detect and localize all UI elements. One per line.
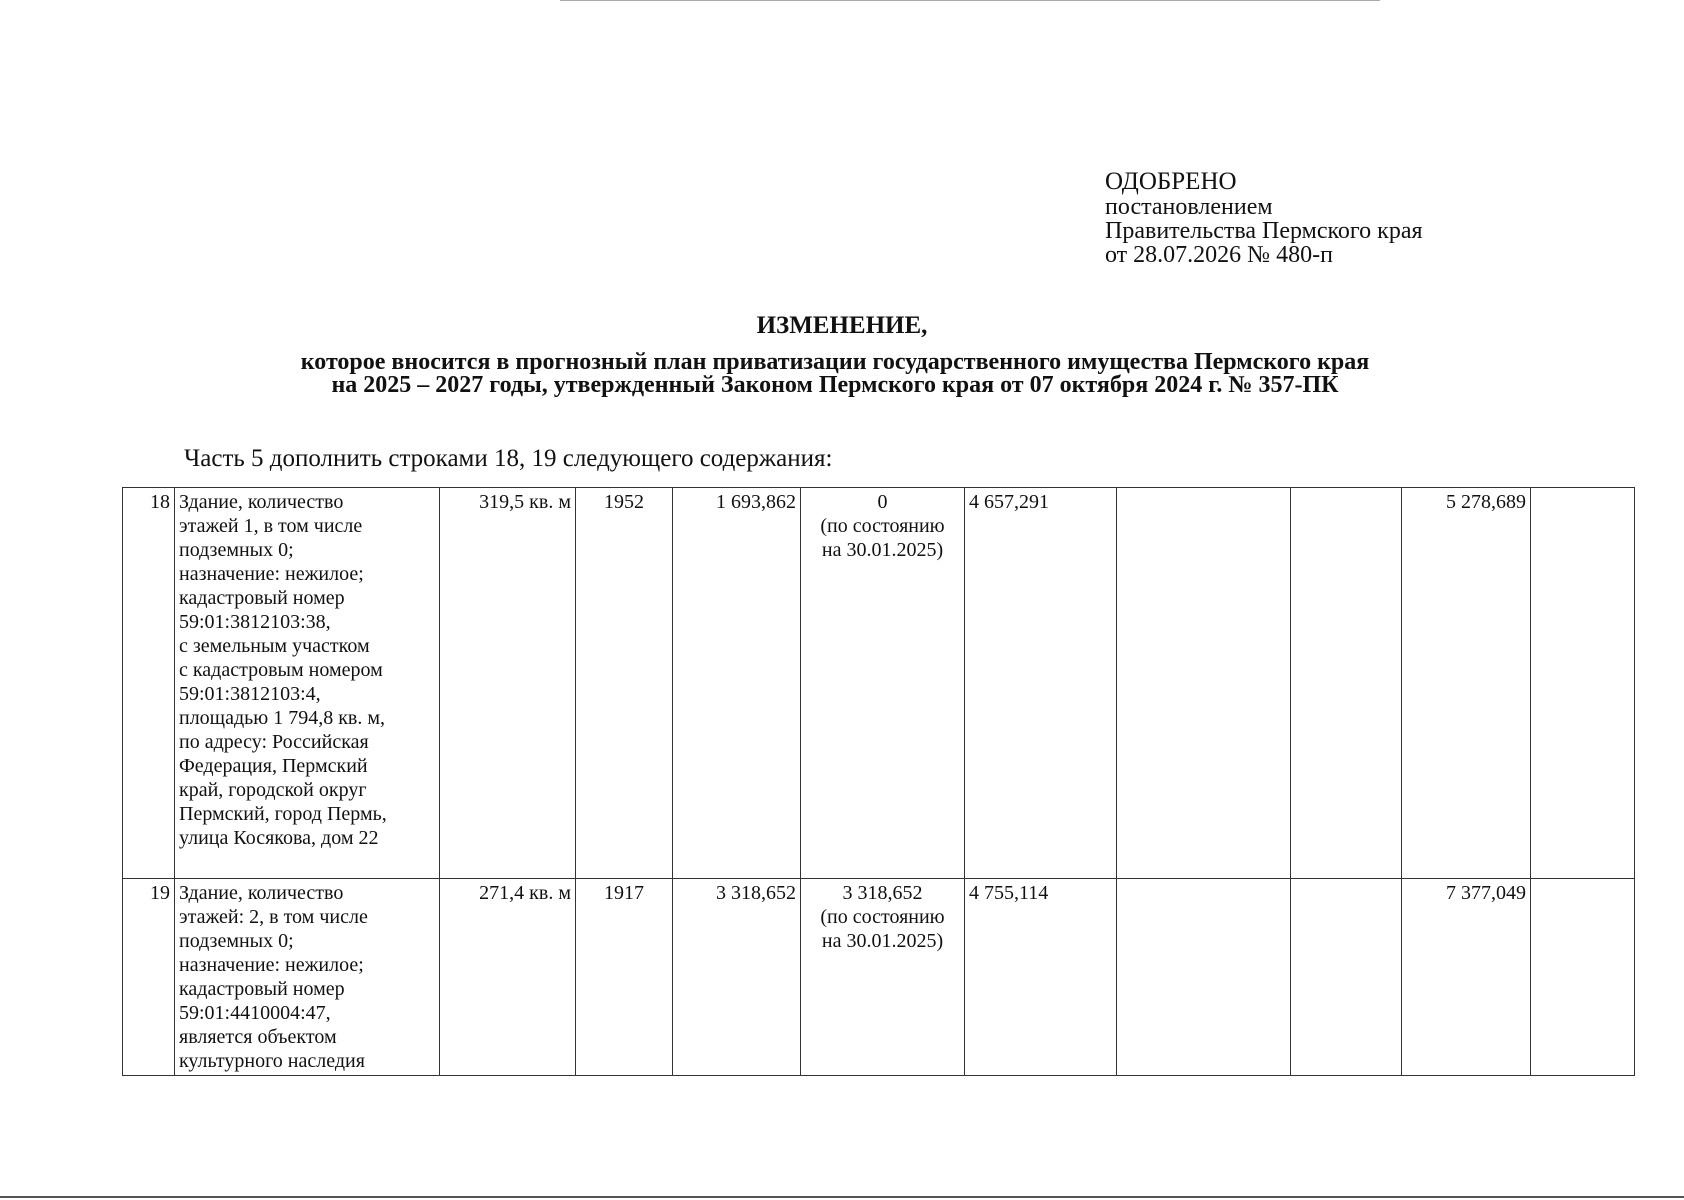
object-description xyxy=(175,879,440,1076)
book-value: 1 693,862 xyxy=(673,488,801,879)
description-line: 59:01:4410004:47, xyxy=(179,1002,331,1024)
description-line: Здание, количество xyxy=(179,491,344,513)
description-line: с земельным участком xyxy=(179,635,370,657)
description-line: 59:01:3812103:38, xyxy=(179,611,331,633)
row-number: 18 xyxy=(123,488,175,879)
object-area: 319,5 кв. м xyxy=(440,488,576,879)
description-line: подземных 0; xyxy=(179,930,294,952)
description-line: площадью 1 794,8 кв. м, xyxy=(179,707,386,729)
description-line: назначение: нежилое; xyxy=(179,954,364,976)
description-line: кадастровый номер xyxy=(179,978,345,1000)
description-line: улица Косякова, дом 22 xyxy=(179,827,379,849)
approval-line-2: Правительства Пермского края xyxy=(1105,218,1423,244)
scan-edge-top xyxy=(560,0,1380,1)
row-number: 19 xyxy=(123,879,175,1076)
object-year: 1952 xyxy=(576,488,673,879)
document-subtitle xyxy=(190,351,1480,397)
object-year: 1917 xyxy=(576,879,673,1076)
description-line: 59:01:3812103:4, xyxy=(179,683,321,705)
scan-edge-bottom xyxy=(0,1196,1684,1198)
privatization-table xyxy=(122,487,1635,1076)
description-line: Здание, количество xyxy=(179,882,344,904)
subtitle-line-2: на 2025 – 2027 годы, утвержденный Законом Пермского края от 07 октября 2024 г. № 357-ПК xyxy=(331,372,1339,398)
description-line: культурного наследия xyxy=(179,1050,365,1072)
description-line: этажей 1, в том числе xyxy=(179,515,363,537)
total-value: 7 377,049 xyxy=(1402,879,1531,1076)
description-line: подземных 0; xyxy=(179,539,294,561)
residual-note-1: (по состоянию xyxy=(820,515,945,537)
empty-cell xyxy=(1531,488,1635,879)
description-line: Пермский, город Пермь, xyxy=(179,803,387,825)
description-line: является объектом xyxy=(179,1026,337,1048)
object-area: 271,4 кв. м xyxy=(440,879,576,1076)
residual-note-2: на 30.01.2025) xyxy=(821,930,944,952)
residual-note-1: (по состоянию xyxy=(820,906,945,928)
document-title: ИЗМЕНЕНИЕ, xyxy=(756,312,928,339)
table-row xyxy=(123,488,1635,879)
description-line: кадастровый номер xyxy=(179,587,345,609)
object-description xyxy=(175,488,440,879)
description-line: Федерация, Пермский xyxy=(179,755,368,777)
residual-value-cell xyxy=(801,488,965,879)
empty-cell xyxy=(1291,488,1402,879)
approval-line-3: от 28.07.2026 № 480-п xyxy=(1105,242,1333,268)
empty-cell xyxy=(1117,488,1291,879)
price-value: 4 755,114 xyxy=(965,879,1117,1076)
empty-cell xyxy=(1117,879,1291,1076)
approval-stamp-block xyxy=(1105,168,1423,267)
description-line: по адресу: Российская xyxy=(179,731,369,753)
intro-paragraph: Часть 5 дополнить строками 18, 19 следующего содержания: xyxy=(184,445,833,472)
description-line: этажей: 2, в том числе xyxy=(179,906,368,928)
description-line: назначение: нежилое; xyxy=(179,563,364,585)
approval-line-1: постановлением xyxy=(1105,194,1273,220)
price-value: 4 657,291 xyxy=(965,488,1117,879)
residual-note-2: на 30.01.2025) xyxy=(821,539,944,561)
residual-value: 3 318,652 xyxy=(842,882,923,904)
description-line: край, городской округ xyxy=(179,779,367,801)
residual-value-cell xyxy=(801,879,965,1076)
empty-cell xyxy=(1291,879,1402,1076)
empty-cell xyxy=(1531,879,1635,1076)
residual-value: 0 xyxy=(877,491,888,513)
approval-title: ОДОБРЕНО xyxy=(1105,168,1237,195)
description-line: с кадастровым номером xyxy=(179,659,383,681)
table-row xyxy=(123,879,1635,1076)
total-value: 5 278,689 xyxy=(1402,488,1531,879)
subtitle-line-1: которое вносится в прогнозный план приватизации государственного имущества Пермского края xyxy=(300,349,1370,375)
book-value: 3 318,652 xyxy=(673,879,801,1076)
